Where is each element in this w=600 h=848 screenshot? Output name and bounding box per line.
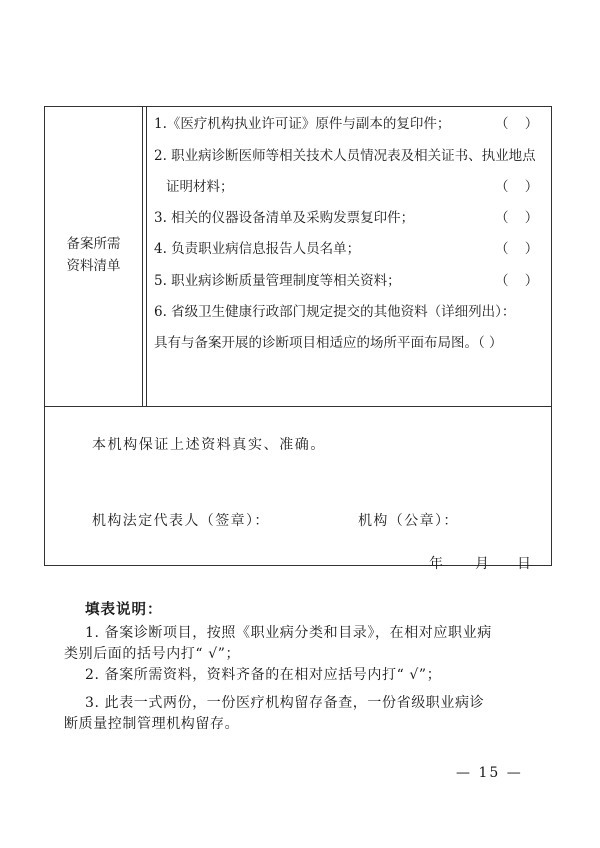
row-label-line2: 资料清单 xyxy=(66,258,121,274)
item-1-checkbox[interactable]: （ ） xyxy=(495,116,545,132)
row-divider xyxy=(45,406,551,407)
materials-item-1: 1.《医疗机构执业许可证》原件与副本的复印件； xyxy=(154,116,451,132)
date-month: 月 xyxy=(475,556,489,572)
note-line-5: 断质量控制管理机构留存。 xyxy=(64,716,240,732)
materials-item-2: 2. 职业病诊断医师等相关技术人员情况表及相关证书、执业地点 xyxy=(154,148,536,164)
date-year: 年 xyxy=(429,556,443,572)
note-line-2: 类别后面的括号内打“ √”； xyxy=(64,646,241,662)
filing-materials-table xyxy=(44,106,552,572)
item-2-checkbox[interactable]: （ ） xyxy=(495,179,545,195)
column-divider-inner xyxy=(146,107,147,406)
materials-item-3: 3. 相关的仪器设备清单及采购发票复印件； xyxy=(154,210,415,226)
note-line-3: 2. 备案所需资料，资料齐备的在相对应括号内打“ √”； xyxy=(85,667,442,683)
page-number: — 15 — xyxy=(456,765,523,781)
column-divider xyxy=(142,107,143,406)
organization-seal[interactable]: 机构（公章）： xyxy=(358,513,459,529)
item-4-checkbox[interactable]: （ ） xyxy=(495,241,545,257)
item-3-checkbox[interactable]: （ ） xyxy=(495,210,545,226)
materials-item-2-cont: 证明材料； xyxy=(166,179,234,195)
note-line-1: 1. 备案诊断项目，按照《职业病分类和目录》，在相对应职业病 xyxy=(85,625,492,641)
row-label-line1: 备案所需 xyxy=(66,236,121,252)
note-line-4: 3. 此表一式两份，一份医疗机构留存备查，一份省级职业病诊 xyxy=(85,695,485,711)
materials-item-6: 6. 省级卫生健康行政部门规定提交的其他资料（详细列出）： xyxy=(154,304,516,320)
materials-item-4: 4. 负责职业病信息报告人员名单； xyxy=(154,241,361,257)
item-5-checkbox[interactable]: （ ） xyxy=(495,273,545,289)
materials-item-5: 5. 职业病诊断质量管理制度等相关资料； xyxy=(154,273,401,289)
legal-representative-signature[interactable]: 机构法定代表人（签章）： xyxy=(92,513,270,529)
guarantee-statement: 本机构保证上述资料真实、准确。 xyxy=(92,437,326,453)
materials-item-6-cont: 具有与备案开展的诊断项目相适应的场所平面布局图。（ ） xyxy=(154,335,503,351)
notes-title: 填表说明： xyxy=(85,602,163,618)
date-day: 日 xyxy=(517,556,531,572)
